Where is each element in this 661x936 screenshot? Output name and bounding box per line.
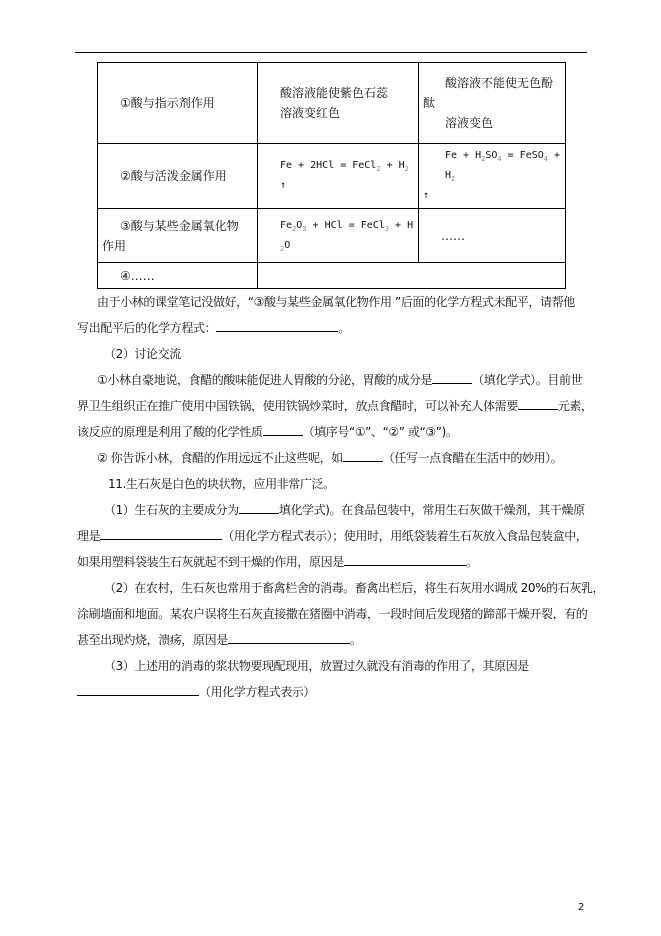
formula-text: ↑: [280, 180, 287, 191]
text-line: （3）上述用的消毒的浆状物要现配现用，放置过久就没有消毒的作用了，其原因是: [104, 659, 529, 673]
cell-text: 酸溶液能使紫色石蕊: [280, 86, 389, 100]
row-label: ①酸与指示剂作用: [98, 63, 258, 144]
cell: [419, 144, 566, 209]
text-line: （2）在农村，生石灰也常用于畜禽栏舍的消毒。畜禽出栏后，将生石灰用水调成 20%的石灰乳，: [104, 581, 605, 595]
formula-subscript: 2: [376, 165, 381, 173]
answer-blank[interactable]: [239, 501, 279, 514]
text: 如果用塑料袋装生石灰就起不到干燥的作用，原因是: [77, 555, 344, 569]
text-line: 涂刷墙面和地面。某农户误将生石灰直接撒在猪圈中消毒，一段时间后发现猪的蹄部干燥开裂，有的: [77, 607, 588, 621]
page-number: 2: [578, 902, 585, 913]
formula-subscript: 2: [280, 244, 285, 253]
text-line: [77, 683, 661, 709]
formula-text: + H: [445, 150, 561, 181]
formula-text: = FeSO: [501, 150, 544, 161]
answer-blank[interactable]: [216, 319, 338, 332]
formula-text: SO: [485, 150, 498, 161]
cell-text: 酸溶液不能使无色酚: [445, 76, 554, 90]
answer-blank[interactable]: [263, 423, 303, 436]
cell: [258, 63, 419, 144]
text-line: [77, 319, 661, 345]
formula-text: O: [284, 239, 291, 251]
text-line: 由于小林的课堂笔记没做好，“③酸与某些金属氧化物作用 ”后面的化学方程式未配平，请帮他: [97, 295, 575, 309]
text: 理是: [77, 529, 101, 543]
formula-subscript: 2: [292, 224, 297, 233]
table-row: [98, 209, 566, 263]
text: 。: [465, 555, 478, 569]
text: 界卫生组织正在推广使用中国铁锅，使用铁锅炒菜时，放点食醋时，可以补充人体需要: [77, 399, 518, 413]
formula-subscript: 3: [302, 224, 307, 233]
cell: [419, 63, 566, 144]
cell-text: 溶液变红色: [280, 106, 341, 120]
text-line: [77, 553, 661, 579]
cell-text: 作用: [102, 238, 127, 253]
text-line: [77, 527, 661, 553]
cell-text: 溶液变色: [445, 116, 494, 130]
text: 元素，: [557, 399, 593, 413]
formula-subscript: 2: [451, 175, 456, 183]
text: （1）生石灰的主要成分为: [104, 503, 239, 517]
cell-text: 酞: [423, 96, 436, 110]
text-line: [77, 397, 661, 423]
text: 。: [338, 321, 350, 335]
row-label: ④……: [98, 263, 258, 289]
row-label: ②酸与活泼金属作用: [98, 144, 258, 209]
text-line: [97, 449, 661, 475]
text-line: [77, 631, 661, 657]
text: 该反应的原理是利用了酸的化学性质: [77, 425, 263, 439]
formula: [258, 209, 419, 263]
formula-text: + H: [380, 160, 405, 171]
formula-text: O: [296, 219, 303, 231]
section-heading: （2）讨论交流: [104, 347, 181, 361]
formula-subscript: 4: [543, 155, 548, 163]
answer-blank[interactable]: [344, 553, 466, 566]
table-row: [98, 144, 566, 209]
text: 填化学式)。在食品包装中，常用生石灰做干燥剂，其干燥原: [278, 503, 585, 517]
formula-text: Fe + H: [445, 150, 482, 161]
text: ② 你告诉小林，食醋的作用远远不止这些呢，如: [97, 451, 343, 465]
formula-text: Fe + 2HCl = FeCl: [280, 160, 377, 171]
answer-blank[interactable]: [77, 683, 199, 696]
cell-text: ↑: [423, 190, 430, 201]
text: （填化学式）。目前世: [472, 373, 583, 387]
row-label: [98, 209, 258, 263]
text-line: [77, 423, 661, 449]
table-row: [98, 63, 566, 144]
text: 甚至出现灼烧，溃疡，原因是: [77, 633, 228, 647]
formula-text: Fe: [280, 219, 293, 231]
header-rule: [75, 52, 587, 53]
text: （用化学方程式表示）: [199, 685, 316, 699]
page-content: [0, 62, 661, 709]
formula: [423, 146, 561, 186]
text-line: [97, 371, 661, 397]
text: 。: [349, 633, 362, 647]
text: ①小林自豪地说，食醋的酸味能促进人胃酸的分泌，胃酸的成分是: [97, 373, 433, 387]
text: （任写一点食醋在生活中的妙用）。: [382, 451, 563, 465]
formula-subscript: 3: [384, 224, 390, 233]
text: 写出配平后的化学方程式：: [77, 321, 217, 335]
cell-text: ③酸与某些金属氧化物: [120, 218, 239, 233]
formula-subscript: 4: [497, 155, 502, 163]
formula-subscript: 2: [404, 165, 409, 173]
text: （用化学方程式表示）；使用时，用纸袋装着生石灰放入食品包装盒中，: [222, 529, 588, 543]
cell-text: ……: [419, 209, 566, 263]
formula-subscript: 2: [481, 155, 486, 163]
answer-blank[interactable]: [432, 371, 472, 384]
answer-blank[interactable]: [343, 449, 383, 462]
answer-blank[interactable]: [518, 397, 558, 410]
formula-text: + HCl = FeCl: [306, 219, 385, 231]
formula: [258, 144, 419, 209]
text: （填序号“①”、“②” 或“③”)。: [302, 425, 458, 439]
question-heading: 11.生石灰是白色的块状物，应用非常广泛。: [108, 477, 335, 491]
text-line: [104, 501, 661, 527]
answer-blank[interactable]: [228, 631, 350, 644]
formula-text: + H: [389, 219, 414, 231]
answer-blank[interactable]: [100, 527, 222, 540]
acid-properties-table: [97, 62, 566, 289]
table-row: [98, 263, 566, 289]
cell: [258, 263, 566, 289]
